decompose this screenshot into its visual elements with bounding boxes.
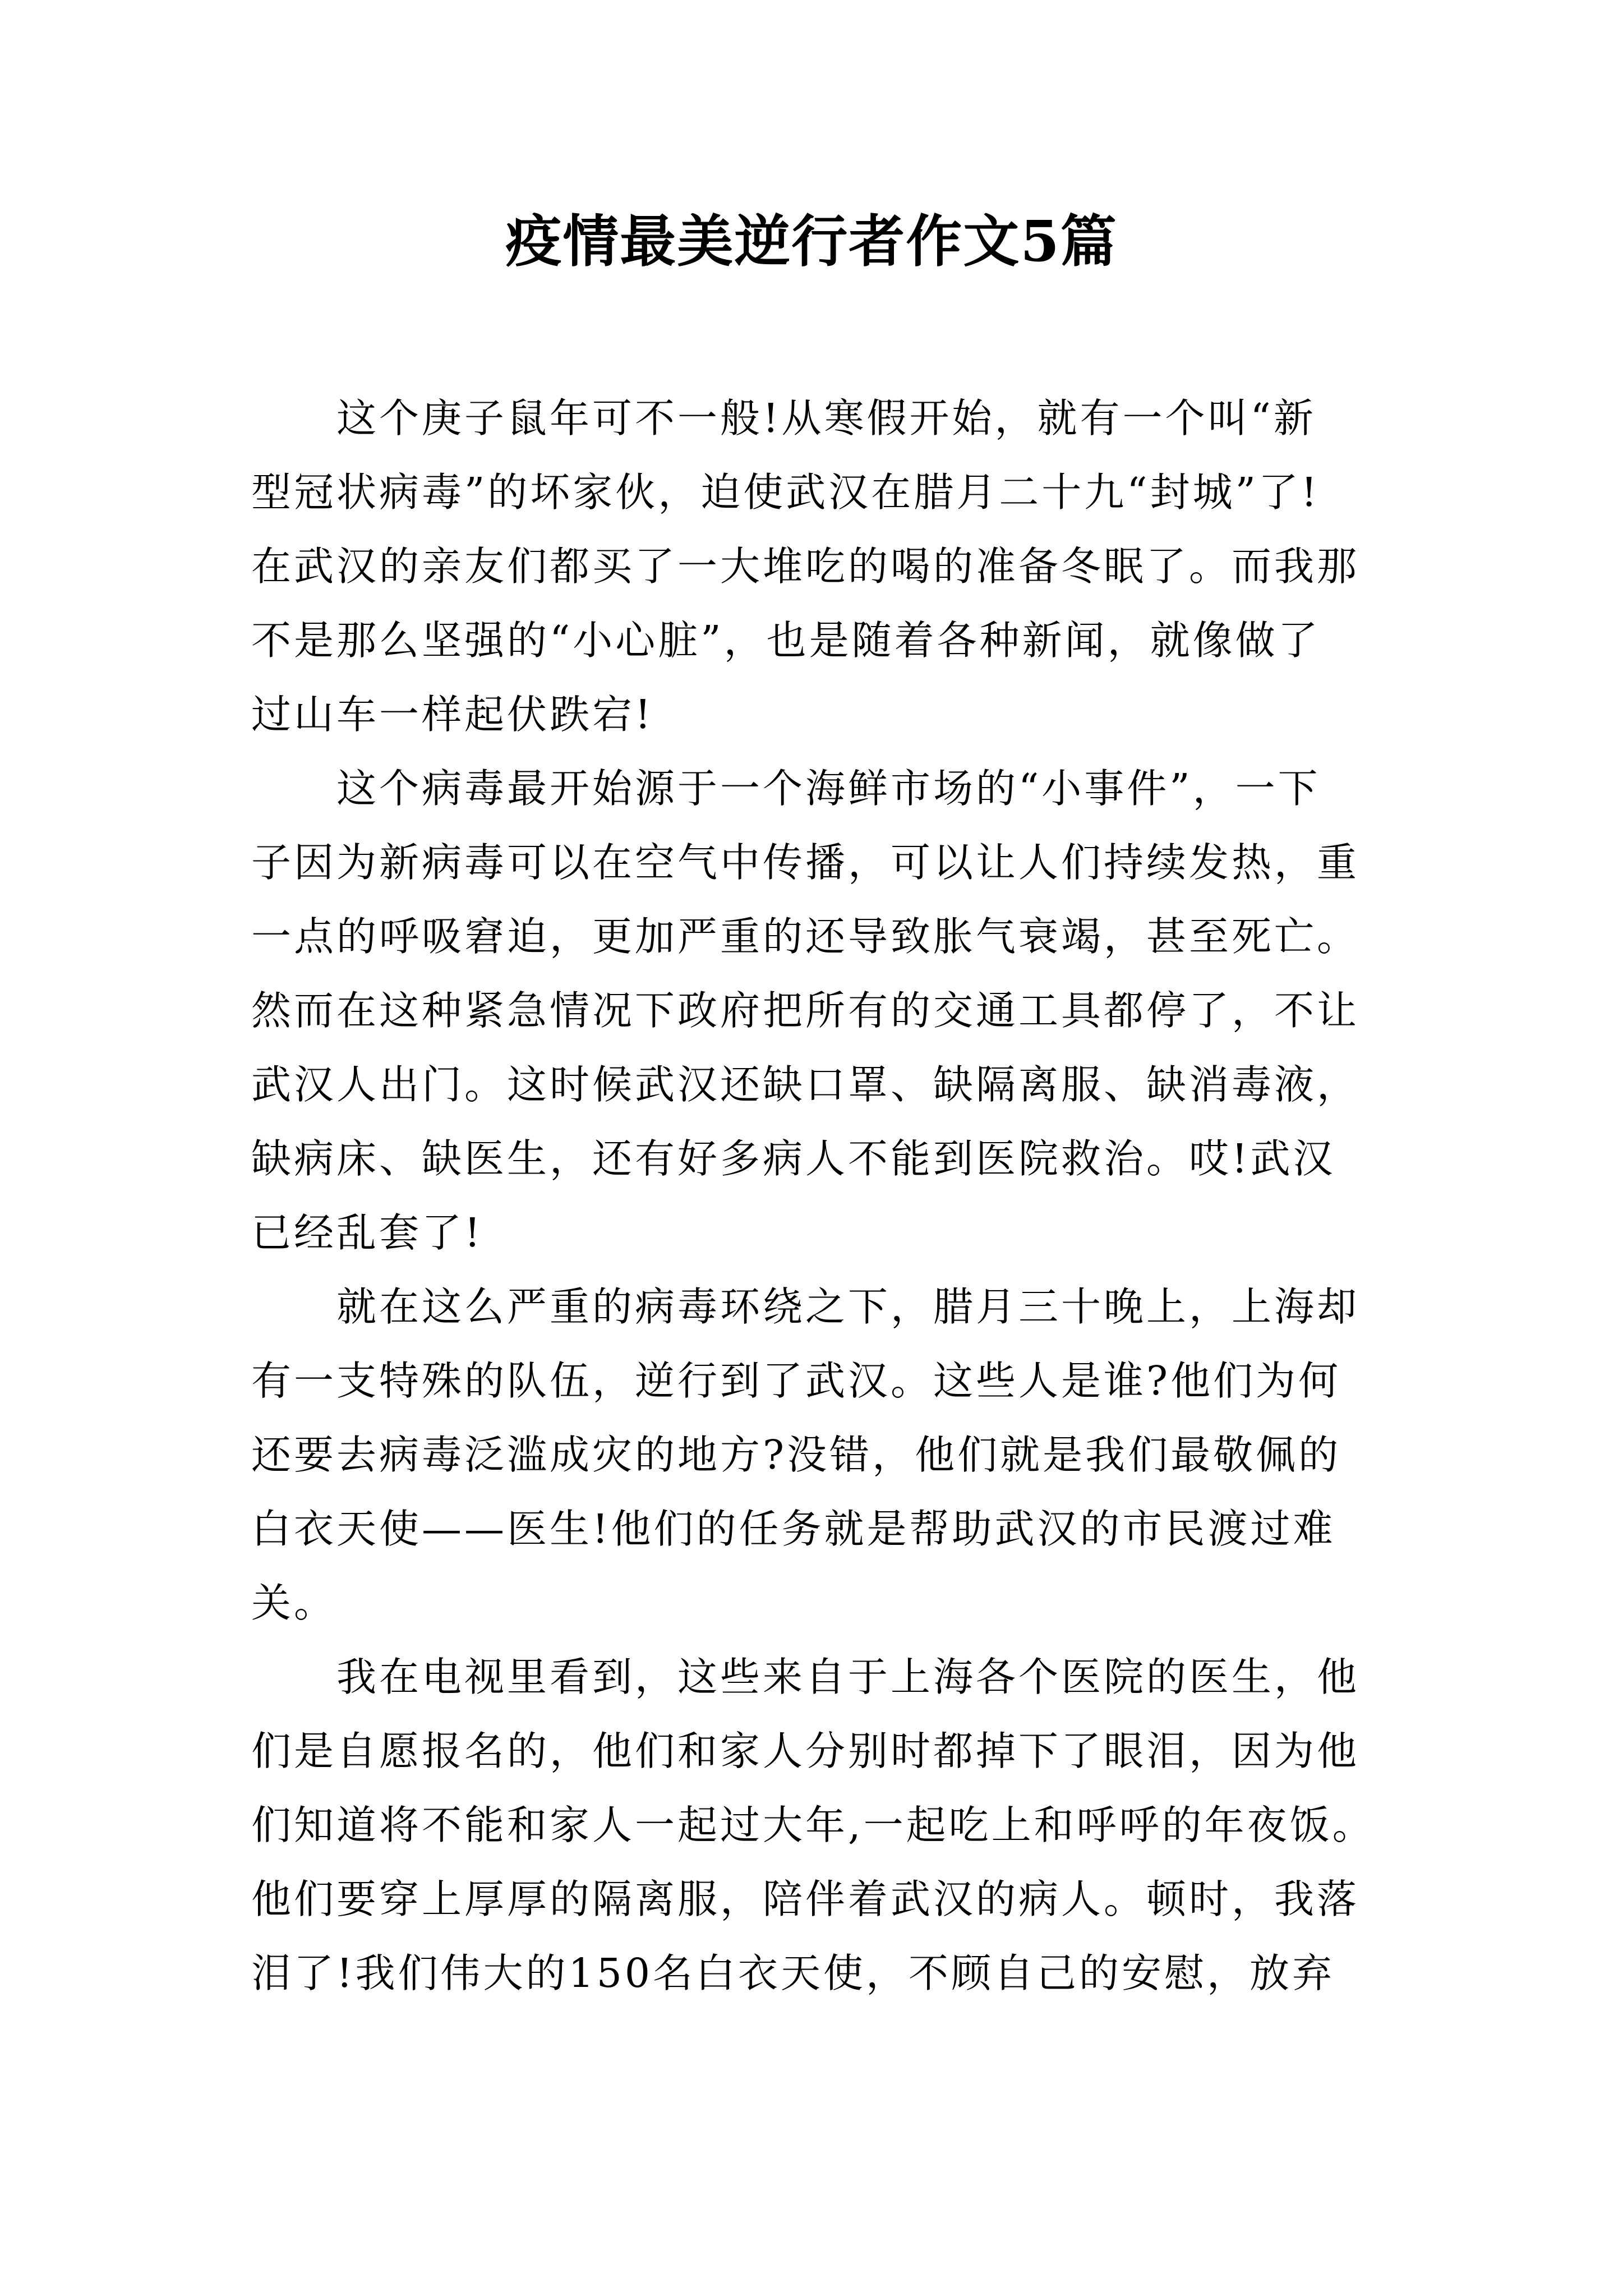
text-line: 有一支特殊的队伍，逆行到了武汉。这些人是谁?他们为何: [251, 1358, 1341, 1404]
paragraph-2: [251, 752, 1378, 1270]
document-title: 疫情最美逆行者作文5篇: [505, 208, 1118, 274]
text-line: 这个病毒最开始源于一个海鲜市场的“小事件”，一下: [336, 765, 1321, 812]
paragraph-1: [251, 381, 1378, 752]
text-line: 一点的呼吸窘迫，更加严重的还导致胀气衰竭，甚至死亡。: [251, 913, 1360, 960]
text-line: 还要去病毒泛滥成灾的地方?没错，他们就是我们最敬佩的: [251, 1432, 1341, 1478]
paragraph-3: [251, 1270, 1378, 1640]
text-line: 他们要穿上厚厚的隔离服，陪伴着武汉的病人。顿时，我落: [251, 1876, 1360, 1922]
text-line: 型冠状病毒”的坏家伙，迫使武汉在腊月二十九“封城”了!: [251, 469, 1320, 516]
text-line: 们是自愿报名的，他们和家人分别时都掉下了眼泪，因为他: [251, 1728, 1360, 1774]
text-line: 们知道将不能和家人一起过大年,一起吃上和呼呼的年夜饭。: [251, 1802, 1375, 1848]
text-line: 我在电视里看到，这些来自于上海各个医院的医生，他: [336, 1654, 1360, 1700]
document-body: [251, 381, 1378, 2010]
text-line: 这个庚子鼠年可不一般!从寒假开始，就有一个叫“新: [336, 395, 1316, 441]
paragraph-4: [251, 1640, 1378, 2010]
text-line: 在武汉的亲友们都买了一大堆吃的喝的准备冬眠了。而我那: [251, 543, 1360, 590]
text-line: 子因为新病毒可以在空气中传播，可以让人们持续发热，重: [251, 839, 1360, 886]
text-line: 就在这么严重的病毒环绕之下，腊月三十晚上，上海却: [336, 1283, 1360, 1330]
text-line: 然而在这种紧急情况下政府把所有的交通工具都停了，不让: [251, 987, 1360, 1034]
text-line: 缺病床、缺医生，还有好多病人不能到医院救治。哎!武汉: [251, 1135, 1336, 1182]
text-line: 武汉人出门。这时候武汉还缺口罩、缺隔离服、缺消毒液，: [251, 1061, 1360, 1108]
text-line: 过山车一样起伏跌宕!: [251, 691, 654, 738]
text-line: 泪了!我们伟大的150名白衣天使，不顾自己的安慰，放弃: [251, 1950, 1335, 1996]
text-line: 关。: [251, 1580, 337, 1626]
text-line: 白衣天使——医生!他们的任务就是帮助武汉的市民渡过难: [251, 1506, 1336, 1552]
text-line: 已经乱套了!: [251, 1209, 483, 1256]
text-line: 不是那么坚强的“小心脏”，也是随着各种新闻，就像做了: [251, 617, 1321, 664]
